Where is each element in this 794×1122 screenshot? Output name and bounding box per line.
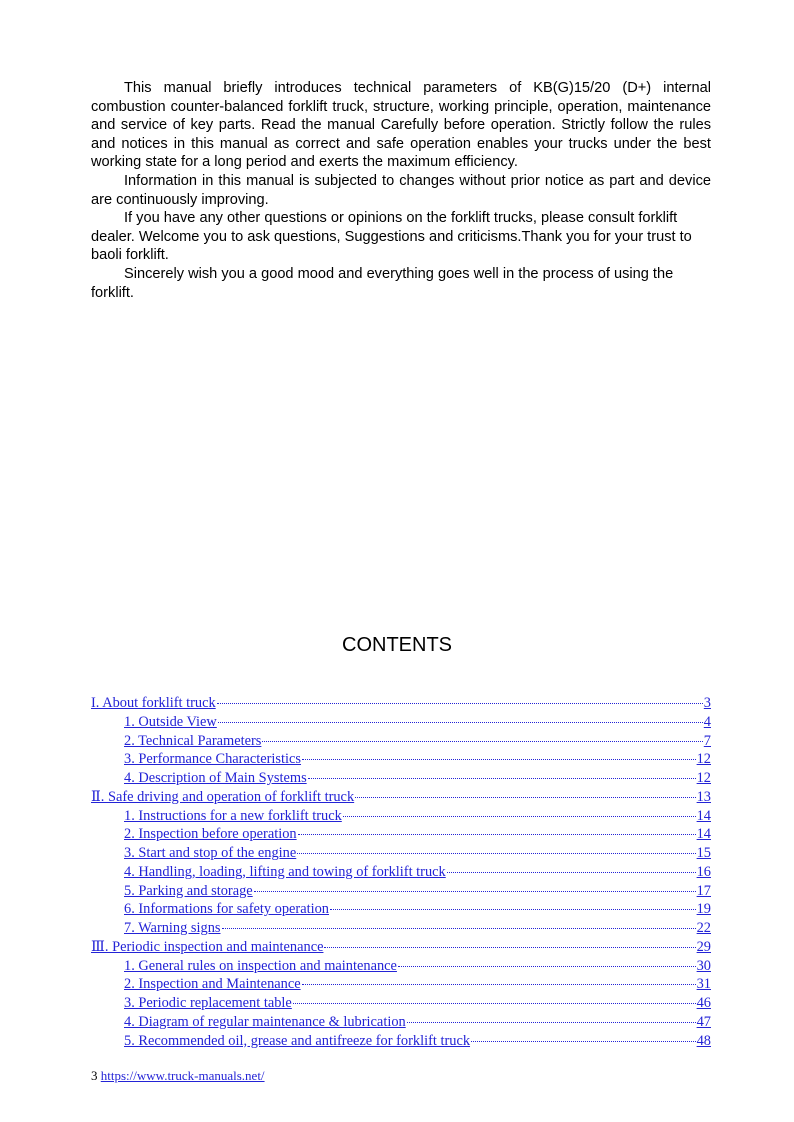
toc-entry-page: 14 — [696, 807, 711, 824]
toc-entry-title: 1. General rules on inspection and maintenance — [124, 957, 397, 974]
intro-paragraph: Sincerely wish you a good mood and everything goes well in the process of using the forklift. — [91, 265, 674, 301]
toc-entry-title: 1. Instructions for a new forklift truck — [124, 807, 342, 824]
toc-entry-page: 30 — [696, 957, 711, 974]
toc-entry[interactable] — [91, 807, 711, 826]
toc-entry-page: 17 — [696, 882, 711, 899]
toc-entry-title: Ⅲ. Periodic inspection and maintenance — [91, 938, 324, 955]
toc-entry[interactable] — [91, 900, 711, 919]
toc-dot-leader — [302, 984, 696, 985]
toc-entry[interactable] — [91, 919, 711, 938]
toc-entry[interactable] — [91, 788, 711, 807]
toc-entry[interactable] — [91, 938, 711, 957]
toc-entry-page: 3 — [703, 695, 711, 711]
toc-dot-leader — [298, 834, 696, 835]
toc-dot-leader — [343, 816, 696, 817]
toc-entry-page: 4 — [703, 713, 711, 730]
toc-entry-title: I. About forklift truck — [91, 695, 216, 711]
toc-dot-leader — [355, 797, 695, 798]
intro-paragraph: If you have any other questions or opinions on the forklift trucks, please consult forklift dealer. Welcome you to ask questions, Suggestions and criticisms.Thank you for your trust to baoli forklift. — [91, 210, 692, 264]
toc-entry-title: 4. Handling, loading, lifting and towing of forklift truck — [124, 863, 446, 880]
toc-dot-leader — [293, 1003, 696, 1004]
footer-url-link[interactable]: https://www.truck-manuals.net/ — [100, 1068, 265, 1083]
toc-entry-page: 7 — [703, 732, 711, 749]
toc-entry[interactable] — [91, 957, 711, 976]
toc-entry-title: 4. Description of Main Systems — [124, 770, 307, 786]
toc-entry-page: 19 — [696, 901, 711, 918]
toc-entry[interactable] — [91, 975, 711, 994]
toc-entry-title: 5. Parking and storage — [124, 882, 253, 899]
toc-entry-title: 5. Recommended oil, grease and antifreeze for forklift truck — [124, 1032, 471, 1049]
toc-dot-leader — [471, 1041, 696, 1042]
toc-dot-leader — [218, 722, 703, 723]
page-footer — [91, 1067, 265, 1085]
toc-entry[interactable] — [91, 1032, 711, 1051]
toc-entry-title: 3. Periodic replacement table — [124, 995, 292, 1011]
toc-entry-title: 2. Technical Parameters — [124, 732, 262, 749]
toc-entry[interactable] — [91, 825, 711, 844]
intro-paragraph: This manual briefly introduces technical parameters of KB(G)15/20 (D+) internal combustion counter-balanced forklift truck, structure, working principle, operation, maintenance and service of key parts. Read the manual Carefully before operation. Strictly follow the rules and notices in this manual as correct and safe operation enables your trucks under the best working state for a long period and exerts the maximum efficiency. — [91, 80, 711, 171]
toc-entry[interactable] — [91, 844, 711, 863]
toc-dot-leader — [407, 1022, 696, 1023]
intro-text-block — [91, 79, 711, 302]
toc-entry-title: 2. Inspection before operation — [124, 826, 297, 843]
toc-entry[interactable] — [91, 732, 711, 751]
toc-entry[interactable] — [91, 750, 711, 769]
footer-page-number: 3 — [91, 1068, 98, 1083]
toc-entry-title: 3. Start and stop of the engine — [124, 845, 297, 861]
toc-entry[interactable] — [91, 994, 711, 1013]
toc-dot-leader — [254, 891, 696, 892]
toc-dot-leader — [262, 741, 702, 742]
toc-dot-leader — [297, 853, 695, 854]
toc-entry-title: 2. Inspection and Maintenance — [124, 976, 301, 993]
toc-entry-title: 1. Outside View — [124, 713, 217, 730]
toc-entry-page: 31 — [696, 976, 711, 993]
toc-entry-page: 47 — [696, 1013, 711, 1030]
toc-dot-leader — [330, 909, 696, 910]
toc-entry-page: 48 — [696, 1032, 711, 1049]
toc-entry-page: 12 — [696, 770, 711, 786]
toc-dot-leader — [308, 778, 696, 779]
toc-entry[interactable] — [91, 769, 711, 788]
toc-entry-title: 7. Warning signs — [124, 920, 221, 936]
toc-entry[interactable] — [91, 713, 711, 732]
toc-entry-title: 3. Performance Characteristics — [124, 751, 302, 768]
toc-dot-leader — [324, 947, 695, 948]
toc-entry-title: 4. Diagram of regular maintenance & lubrication — [124, 1013, 406, 1030]
toc-entry-page: 14 — [696, 826, 711, 843]
toc-entry[interactable] — [91, 1013, 711, 1032]
toc-entry-page: 16 — [696, 863, 711, 880]
toc-dot-leader — [302, 759, 696, 760]
toc-entry-page: 15 — [696, 845, 711, 861]
toc-entry-page: 22 — [696, 920, 711, 936]
toc-dot-leader — [217, 703, 703, 704]
toc-entry-page: 13 — [696, 788, 711, 805]
toc-entry-page: 29 — [696, 938, 711, 955]
intro-paragraph: Information in this manual is subjected to changes without prior notice as part and device are continuously improving. — [91, 172, 711, 208]
toc-entry-title: Ⅱ. Safe driving and operation of forklift truck — [91, 788, 355, 805]
toc-dot-leader — [398, 966, 696, 967]
table-of-contents — [91, 694, 711, 1050]
contents-heading: CONTENTS — [342, 634, 452, 656]
toc-entry[interactable] — [91, 694, 711, 713]
toc-entry[interactable] — [91, 863, 711, 882]
toc-dot-leader — [222, 928, 696, 929]
toc-entry-page: 12 — [696, 751, 711, 768]
toc-entry-title: 6. Informations for safety operation — [124, 901, 330, 918]
toc-entry-page: 46 — [696, 995, 711, 1011]
toc-entry[interactable] — [91, 882, 711, 901]
toc-dot-leader — [447, 872, 696, 873]
